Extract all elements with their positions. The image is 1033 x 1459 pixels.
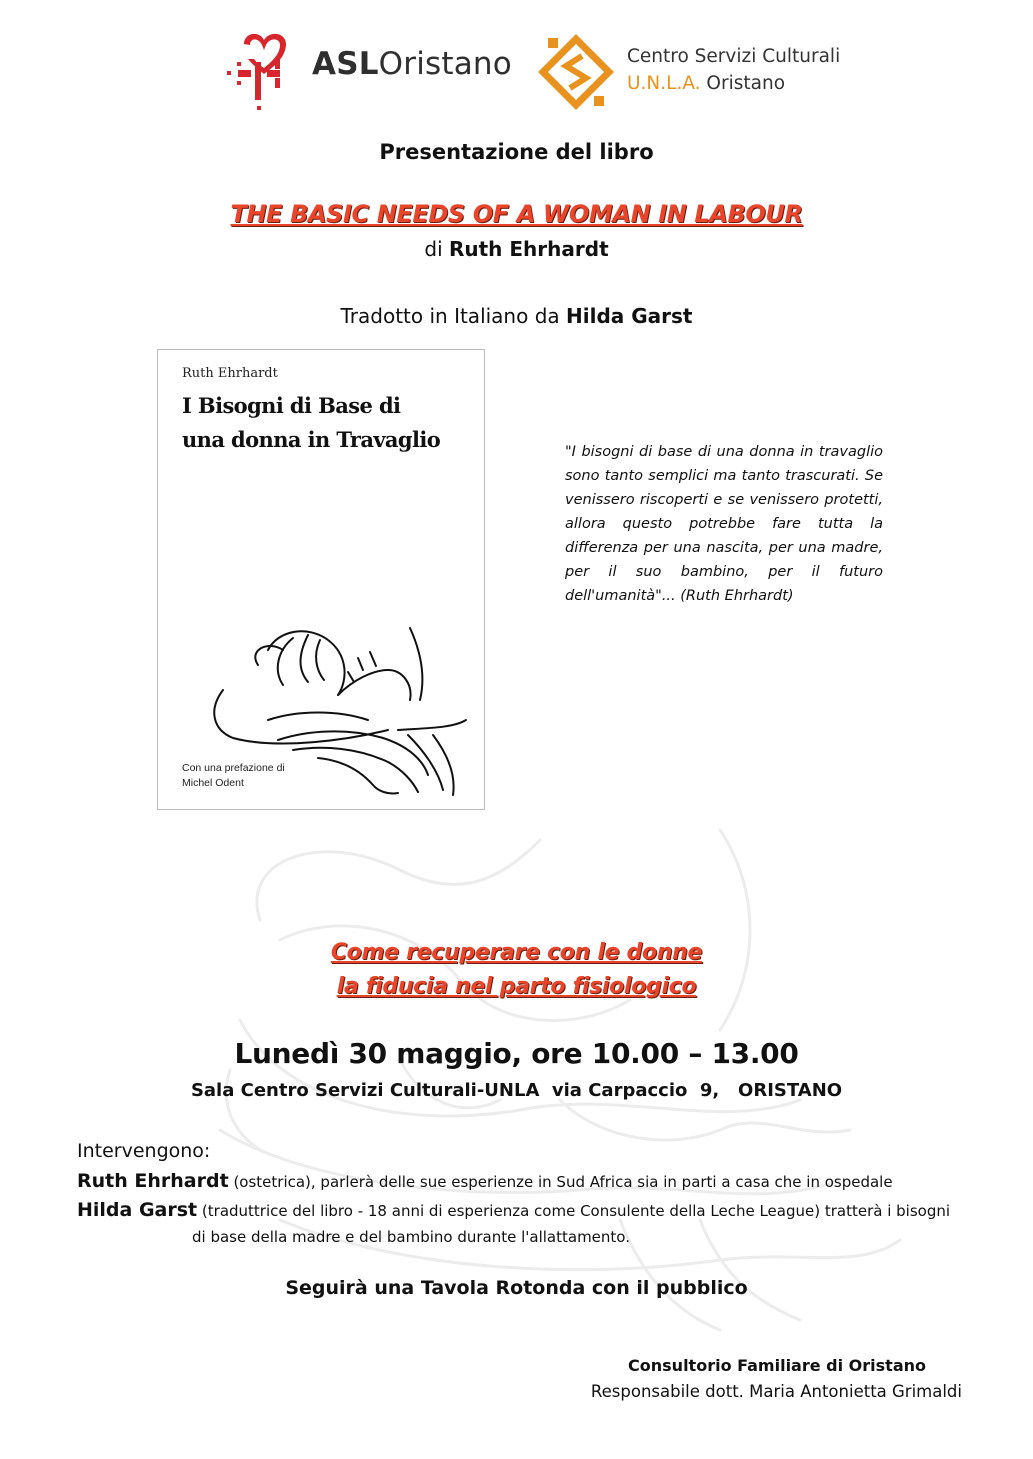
speaker-name: Hilda Garst	[77, 1199, 198, 1221]
organizer-responsible: Responsabile dott. Maria Antonietta Grimaldi	[590, 1382, 962, 1401]
speaker-description: (ostetrica), parlerà delle sue esperienze in Sud Africa sia in parti a casa che in ospedale	[228, 1173, 893, 1191]
event-venue: Sala Centro Servizi Culturali-UNLA via Carpaccio 9, ORISTANO	[190, 1080, 843, 1101]
speaker-hilda	[77, 1199, 950, 1221]
speaker-name: Ruth Ehrhardt	[77, 1170, 229, 1192]
asl-emblem-icon	[214, 28, 306, 112]
cover-preface-line1: Con una prefazione di	[182, 762, 285, 774]
cover-title-line2: una donna in Travaglio	[182, 427, 441, 452]
asl-logo-text: ASLOristano	[312, 46, 512, 82]
book-author-line: di Ruth Ehrhardt	[424, 237, 609, 261]
cover-author: Ruth Ehrhardt	[182, 366, 278, 381]
book-title: THE BASIC NEEDS OF A WOMAN IN LABOUR	[230, 200, 803, 228]
unla-name-line2: U.N.L.A. Oristano	[627, 73, 786, 94]
organizer: Consultorio Familiare di Oristano	[628, 1356, 926, 1375]
event-subtitle-line2: la fiducia nel parto fisiologico	[336, 974, 697, 999]
presentation-heading: Presentazione del libro	[379, 140, 654, 164]
event-date: Lunedì 30 maggio, ore 10.00 – 13.00	[234, 1037, 799, 1070]
translator-line: Tradotto in Italiano da Hilda Garst	[340, 304, 693, 328]
book-cover	[157, 349, 485, 810]
round-table-note: Seguirà una Tavola Rotonda con il pubblico	[285, 1277, 748, 1299]
speaker-ruth	[77, 1170, 893, 1192]
author-quote: "I bisogni di base di una donna in travaglio sono tanto semplici ma tanto trascurati. Se venissero riscoperti e se venissero protetti, allora questo potrebbe fare tutta la differenza per una nascita, per una madre, per il suo bambino, per il futuro dell'umanità"... (Ruth Ehrhardt)	[565, 444, 883, 604]
speaker-description: (traduttrice del libro - 18 anni di esperienza come Consulente della Leche League) tratterà i bisogni	[197, 1202, 951, 1220]
cover-title-line1: I Bisogni di Base di	[182, 393, 401, 418]
speakers-heading: Intervengono:	[77, 1140, 211, 1162]
unla-emblem-icon	[536, 34, 616, 110]
unla-name-line1: Centro Servizi Culturali	[627, 46, 841, 67]
event-subtitle-line1: Come recuperare con le donne	[330, 940, 703, 965]
speaker-hilda-continuation: di base della madre e del bambino durante l'allattamento.	[192, 1228, 630, 1246]
cover-preface-line2: Michel Odent	[182, 777, 244, 789]
